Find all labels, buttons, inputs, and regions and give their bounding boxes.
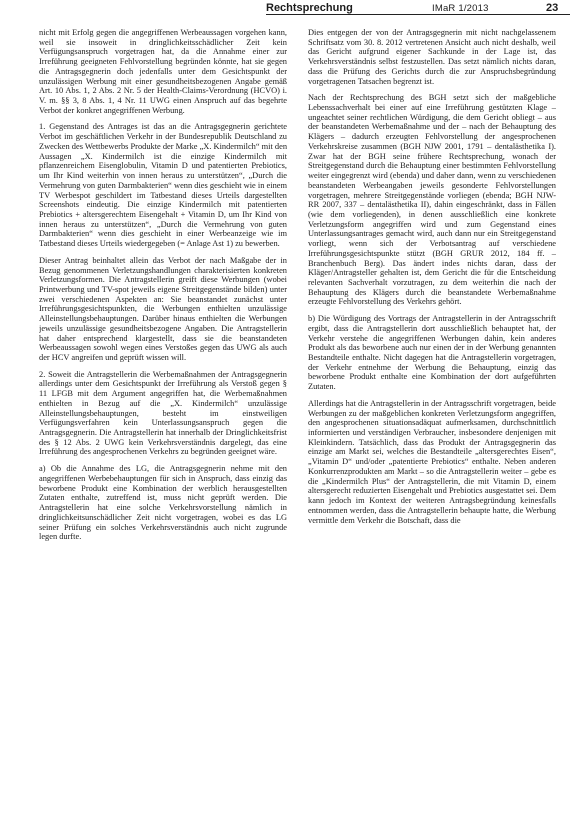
journal-issue: IMaR 1/2013 — [432, 3, 489, 14]
paragraph: Allerdings hat die Antragstellerin in der Antragsschrift vorgetragen, beide Werbungen zu der maßgeblichen konkreten Verletzungsform angegriffen, den angesprochenen situationsadäquat aufmerksamen, durchschnittlich informierten und verständigen Verbraucher, insbesondere denjenigen mit Kleinkindern. Tatsächlich, dass das Produkt der Antragsgegnerin das einzige am Markt sei, welches die Bestandteile „altersgerechtes Eisen“, „Vitamin D“ und/oder „patentierte Prebiotics“ enthalte. Neben anderen Konkurrenzprodukten am Markt – so die Antragstellerin weiter – gebe es die „Kindermilch Plus“ der Antragstellerin, die mit Vitamin D, einem altersgerecht reduzierten Eisengehalt und Prebiotics ausgestattet sei. Dem kann jedoch im Kontext der weiteren Antragsbegründung keinesfalls entnommen werden, dass die Antragstellerin behaupte hatte, die Werbung vermittle dem Verkehr die Botschaft, dass die — [308, 398, 556, 525]
header-rule — [266, 14, 570, 15]
paragraph: Nach der Rechtsprechung des BGH setzt sich der maßgebliche Lebenssachverhalt bei einer auf eine Irreführung gestützten Klage – ungeachtet seiner rechtlichen Würdigung, die dem Gericht obliegt – aus der beanstandeten Werbemaßnahme und der – nach der Behauptung des Klägers – dadurch erzeugten Fehlvorstellung der angesprochenen Verkehrskreise zusammen (BGH NJW 2001, 1791 – dentalästhetika I). Zwar hat der BGH seine frühere Rechtsprechung, wonach der Streitgegenstand durch die Behauptung einer bestimmten Fehlvorstellung weiter eingegrenzt wird (ebenda) und daher dann, wenn zu verschiedenen beanstandeten Werbeangaben jeweils gesonderte Fehlvorstellungen vorgetragen, mehrere Streitgegenstände vorliegen (ebenda; BGH NJW-RR 2007, 337 – dentalästhetika II), dahin eingeschränkt, dass in Fällen (wie dem vorliegenden), in denen ausschließlich eine konkrete Verletzungsform angegriffen wird und zum Gegenstand eines Unterlassungsantrages gemacht wird, auch dann nur ein Streitgegenstand vorliegt, wenn sich der Verbotsantrag auf verschiedene Irreführungsgesichtspunkte stützt (BGH GRUR 2012, 184 ff. – Branchenbuch Berg). Das ändert indes nichts daran, dass der Kläger/Antragsteller gehalten ist, dem Gericht die für die Entscheidung relevanten Sachverhalt vorzutragen, zu dem weiterhin die nach der Behauptung des Klägers durch die beanstandete Werbemaßnahme erzeugte Fehlvorstellung des Verkehrs gehört. — [308, 93, 556, 307]
paragraph: Dieser Antrag beinhaltet allein das Verbot der nach Maßgabe der in Bezug genommenen Verletzungshandlungen charakterisierten konkreten Verletzungsformen. Die Antragstellerin greift diese Werbungen (wobei Printwerbung und TV-spot jeweils eigene Streitgegenstände bilden) unter zwei verschiedenen Aspekten an: Sie beanstandet zunächst unter Irreführungsgesichtspunkten, die Werbungen enthielten unzulässige Alleinstellungsbehauptungen. Darüber hinaus enthielten die Werbungen jeweils unzulässige gesundheitsbezogene Angaben. Die Antragstellerin hat daher entsprechend klargestellt, dass sie die beanstandeten Werbeaussagen sowohl wegen eines Verstoßes gegen das UWG als auch der HCV angreifen und geprüft wissen will. — [39, 255, 287, 362]
page-header — [0, 0, 583, 26]
paragraph: a) Ob die Annahme des LG, die Antragsgegnerin nehme mit den angegriffenen Werbebehauptungen für sich in Anspruch, dass einzig das beworbene Produkt eine Kombination der werblich herausgestellten Zutaten enthalte, zutreffend ist, muss nicht geprüft werden. Die Antragstellerin hat eine solche Verkehrsvorstellung nämlich in dringlichkeitsunschädlicher Zeit nicht vorgetragen, wobei es das LG seiner Prüfung ein solches Verkehrsverständnis auch nicht zugrunde legen durfte. — [39, 464, 287, 542]
paragraph: 1. Gegenstand des Antrages ist das an die Antragsgegnerin gerichtete Verbot im geschäftlichen Verkehr in der Bundesrepublik Deutschland zu Zwecken des Wettbewerbs Produkte der Marke „X. Kindermilch“ mit den Aussagen „X. Kindermilch ist die einzige Kindermilch mit pflanzenreichem Eisenglobulin, Vitamin D und patentierten Prebiotics, um Ihr Kind weiterhin von innen heraus zu unterstützen“, „Durch die Vermehrung von guten Darmbakterien“ wenn dies geschieht wie in einem TV Werbespot geschildert im Tatbestand dieses Urteils dargestellten Screenshots eindeutig. Die einzige Kindermilch mit patentierten Prebiotics + altersgerechtem Eisengehalt + Vitamin D, um Ihr Kind von innen heraus zu unterstützen“, „Durch die Vermehrung von guten Darmbakterien“ wenn dies geschieht in einer Werbeanzeige wie im Tatbestand dieses Urteils wiedergegeben (= Anlage Ast 1) zu bewerben. — [39, 122, 287, 249]
paragraph: nicht mit Erfolg gegen die angegriffenen Werbeaussagen vorgehen kann, weil sie insoweit in dringlichkeitsschädlicher Zeit kein Verfügungsanspruch vorgetragen hat, da die Annahme einer zur Irreführung geeigneten Fehlvorstellung begründen könnte, hat sie gegen die Antragsgegnerin doch jedenfalls unter dem Gesichtspunkt der unzulässigen Werbung mit einer gesundheitsbezogenen Angabe gemäß Art. 10 Abs. 1, 2 Abs. 2 Nr. 5 der Health-Claims-Verordnung (HCVO) i. V. m. §§ 3, 8 Abs. 1, 4 Nr. 11 UWG einen Anspruch auf das begehrte Verbot der konkret angegriffenen Werbung. — [39, 28, 287, 115]
paragraph: 2. Soweit die Antragstellerin die Werbemaßnahmen der Antragsgegnerin allerdings unter dem Gesichtspunkt der Irreführung als Verstoß gegen § 11 LFGB mit dem Argument angegriffen hat, die Werbemaßnahmen enthielten in Bezug auf die „X. Kindermilch“ unzulässige Alleinstellungsbehauptungen, besteht im einstweiligen Verfügungsverfahren kein Unterlassungsanspruch gegen die Antragsgegnerin. Die Antragstellerin hat innerhalb der Dringlichkeitsfrist des § 12 Abs. 2 UWG kein Verkehrsverständnis dargelegt, das eine Irreführung des angesprochenen Verkehrs zu begründen geeignet wäre. — [39, 369, 287, 457]
left-column — [39, 28, 287, 820]
right-column — [308, 28, 556, 820]
paragraph: Dies entgegen der von der Antragsgegnerin mit nicht nachgelassenem Schriftsatz vom 30. 8. 2012 vertretenen Ansicht auch nicht deshalb, weil das Gericht aufgrund eigener Sachkunde in der Lage ist, das Verkehrsverständnis selbst festzustellen. Das setzt nämlich nichts daran, dass die Prüfung des Gerichts durch die zur Anspruchsbegründung vorgetragenen Tatsachen begrenzt ist. — [308, 28, 556, 86]
section-title: Rechtsprechung — [266, 2, 353, 14]
paragraph: b) Die Würdigung des Vortrags der Antragstellerin in der Antragsschrift ergibt, dass die Antragstellerin dort ausschließlich behauptet hat, der Verkehr verstehe die angegriffenen Werbungen dahin, kein anderes Produkt als das beworbene auch nur einen der in der Werbung genannten Bestandteile enthalte. Nicht dagegen hat die Antragstellerin vorgetragen, der Verkehr entnehme der Werbung die Behauptung, einzig das beworbene Produkt enthalte eine Kombination der dort aufgeführten Zutaten. — [308, 314, 556, 392]
page-number: 23 — [546, 2, 559, 14]
